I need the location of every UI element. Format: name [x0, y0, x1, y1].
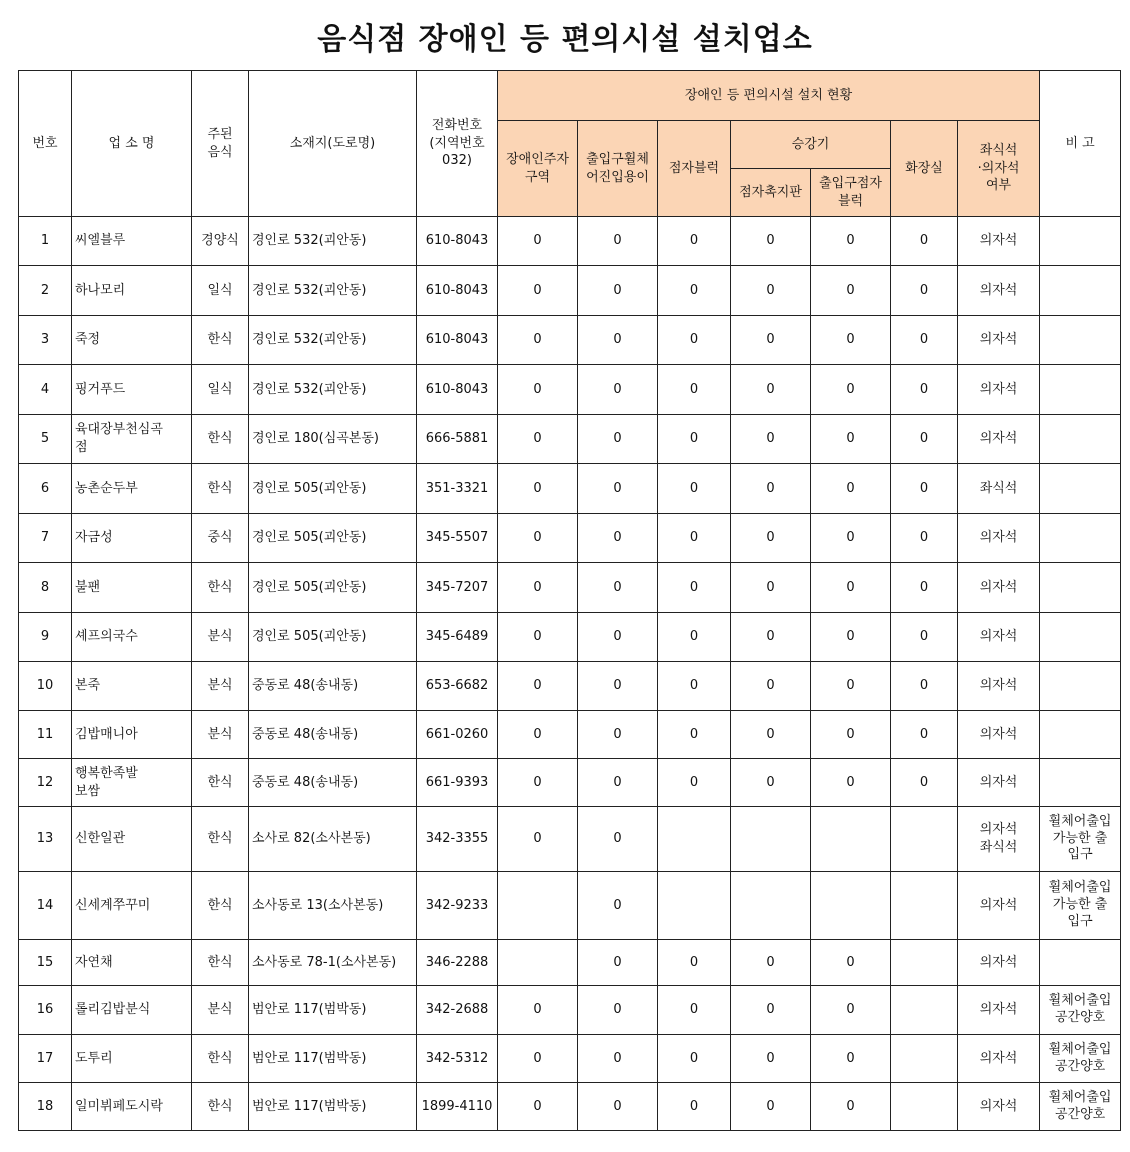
cell-remarks	[1040, 613, 1121, 662]
header-braille-block: 점자블럭	[658, 121, 731, 217]
cell-name: 롤리김밥분식	[72, 986, 192, 1035]
cell-entrance: 0	[578, 662, 658, 711]
cell-entrance: 0	[578, 986, 658, 1035]
cell-food: 분식	[192, 662, 249, 711]
cell-restroom	[891, 940, 958, 986]
cell-parking: 0	[498, 759, 578, 807]
cell-seating: 의자석	[958, 563, 1040, 613]
cell-restroom: 0	[891, 662, 958, 711]
cell-food: 한식	[192, 415, 249, 464]
cell-braille-block: 0	[658, 940, 731, 986]
cell-name: 셰프의국수	[72, 613, 192, 662]
cell-parking: 0	[498, 986, 578, 1035]
cell-seating: 의자석	[958, 711, 1040, 759]
cell-elevator-entrance-braille	[811, 872, 891, 940]
cell-braille-block: 0	[658, 217, 731, 266]
cell-restroom: 0	[891, 759, 958, 807]
cell-address: 경인로 532(괴안동)	[249, 266, 417, 316]
cell-address: 경인로 180(심곡본동)	[249, 415, 417, 464]
cell-seating: 의자석	[958, 514, 1040, 563]
cell-restroom	[891, 986, 958, 1035]
cell-no: 17	[19, 1035, 72, 1083]
cell-braille-block: 0	[658, 662, 731, 711]
header-seating: 좌식석 ·의자석 여부	[958, 121, 1040, 217]
cell-elevator-braille-sign	[731, 807, 811, 872]
header-elevator-entrance-braille: 출입구점자 블럭	[811, 169, 891, 217]
cell-food: 한식	[192, 807, 249, 872]
cell-elevator-braille-sign: 0	[731, 266, 811, 316]
cell-phone: 610-8043	[417, 266, 498, 316]
cell-elevator-entrance-braille: 0	[811, 940, 891, 986]
table-row	[19, 662, 1121, 711]
cell-name: 신한일관	[72, 807, 192, 872]
table-row	[19, 1083, 1121, 1131]
cell-food: 일식	[192, 266, 249, 316]
table-row	[19, 613, 1121, 662]
cell-braille-block: 0	[658, 415, 731, 464]
cell-seating: 의자석	[958, 217, 1040, 266]
cell-food: 분식	[192, 986, 249, 1035]
cell-name: 육대장부천심곡 점	[72, 415, 192, 464]
table-body	[19, 217, 1121, 1131]
cell-seating: 좌식석	[958, 464, 1040, 514]
cell-elevator-braille-sign: 0	[731, 759, 811, 807]
cell-seating: 의자석	[958, 1083, 1040, 1131]
table-row	[19, 872, 1121, 940]
cell-seating: 의자석 좌식석	[958, 807, 1040, 872]
cell-parking	[498, 940, 578, 986]
cell-no: 2	[19, 266, 72, 316]
cell-name: 자금성	[72, 514, 192, 563]
cell-elevator-entrance-braille	[811, 807, 891, 872]
cell-food: 경양식	[192, 217, 249, 266]
cell-name: 도투리	[72, 1035, 192, 1083]
cell-elevator-entrance-braille: 0	[811, 759, 891, 807]
cell-phone: 342-3355	[417, 807, 498, 872]
cell-restroom: 0	[891, 316, 958, 365]
cell-phone: 1899-4110	[417, 1083, 498, 1131]
cell-address: 범안로 117(범박동)	[249, 986, 417, 1035]
cell-address: 경인로 505(괴안동)	[249, 514, 417, 563]
cell-parking: 0	[498, 514, 578, 563]
cell-elevator-entrance-braille: 0	[811, 1083, 891, 1131]
cell-seating: 의자석	[958, 759, 1040, 807]
cell-address: 경인로 532(괴안동)	[249, 316, 417, 365]
cell-braille-block: 0	[658, 464, 731, 514]
table-row	[19, 807, 1121, 872]
cell-no: 1	[19, 217, 72, 266]
cell-elevator-entrance-braille: 0	[811, 711, 891, 759]
cell-braille-block: 0	[658, 563, 731, 613]
cell-braille-block	[658, 872, 731, 940]
cell-entrance: 0	[578, 1083, 658, 1131]
cell-no: 11	[19, 711, 72, 759]
cell-elevator-braille-sign: 0	[731, 563, 811, 613]
cell-no: 10	[19, 662, 72, 711]
cell-no: 16	[19, 986, 72, 1035]
cell-phone: 610-8043	[417, 365, 498, 415]
cell-food: 분식	[192, 613, 249, 662]
cell-address: 경인로 532(괴안동)	[249, 217, 417, 266]
header-food: 주된 음식	[192, 71, 249, 217]
cell-restroom: 0	[891, 464, 958, 514]
cell-phone: 342-9233	[417, 872, 498, 940]
cell-parking: 0	[498, 266, 578, 316]
cell-phone: 342-5312	[417, 1035, 498, 1083]
header-parking: 장애인주자 구역	[498, 121, 578, 217]
cell-parking: 0	[498, 711, 578, 759]
cell-entrance: 0	[578, 563, 658, 613]
cell-no: 6	[19, 464, 72, 514]
cell-restroom: 0	[891, 217, 958, 266]
cell-name: 김밥매니아	[72, 711, 192, 759]
cell-elevator-entrance-braille: 0	[811, 613, 891, 662]
cell-braille-block: 0	[658, 711, 731, 759]
cell-seating: 의자석	[958, 415, 1040, 464]
cell-elevator-entrance-braille: 0	[811, 464, 891, 514]
cell-entrance: 0	[578, 415, 658, 464]
table-row	[19, 266, 1121, 316]
cell-elevator-entrance-braille: 0	[811, 365, 891, 415]
table-row	[19, 365, 1121, 415]
cell-elevator-entrance-braille: 0	[811, 514, 891, 563]
cell-parking: 0	[498, 365, 578, 415]
cell-food: 한식	[192, 464, 249, 514]
cell-parking: 0	[498, 613, 578, 662]
cell-phone: 345-7207	[417, 563, 498, 613]
cell-elevator-entrance-braille: 0	[811, 662, 891, 711]
cell-braille-block	[658, 807, 731, 872]
cell-address: 범안로 117(범박동)	[249, 1083, 417, 1131]
cell-entrance: 0	[578, 217, 658, 266]
cell-entrance: 0	[578, 759, 658, 807]
cell-remarks	[1040, 415, 1121, 464]
cell-name: 하나모리	[72, 266, 192, 316]
table-row	[19, 711, 1121, 759]
cell-address: 중동로 48(송내동)	[249, 711, 417, 759]
table-row	[19, 217, 1121, 266]
cell-remarks	[1040, 464, 1121, 514]
cell-phone: 351-3321	[417, 464, 498, 514]
cell-remarks: 휠체어출입 공간양호	[1040, 1035, 1121, 1083]
cell-braille-block: 0	[658, 316, 731, 365]
cell-remarks	[1040, 940, 1121, 986]
cell-no: 15	[19, 940, 72, 986]
cell-elevator-braille-sign: 0	[731, 613, 811, 662]
cell-remarks: 휠체어출입 가능한 출 입구	[1040, 872, 1121, 940]
cell-entrance: 0	[578, 1035, 658, 1083]
cell-parking: 0	[498, 1035, 578, 1083]
cell-seating: 의자석	[958, 986, 1040, 1035]
cell-restroom: 0	[891, 514, 958, 563]
cell-seating: 의자석	[958, 662, 1040, 711]
cell-elevator-entrance-braille: 0	[811, 986, 891, 1035]
cell-elevator-braille-sign: 0	[731, 1035, 811, 1083]
cell-elevator-entrance-braille: 0	[811, 266, 891, 316]
cell-address: 소사동로 13(소사본동)	[249, 872, 417, 940]
header-elevator: 승강기	[731, 121, 891, 169]
cell-remarks: 휠체어출입 공간양호	[1040, 986, 1121, 1035]
table-row	[19, 986, 1121, 1035]
cell-phone: 661-0260	[417, 711, 498, 759]
cell-restroom: 0	[891, 613, 958, 662]
cell-no: 13	[19, 807, 72, 872]
cell-no: 14	[19, 872, 72, 940]
cell-entrance: 0	[578, 316, 658, 365]
cell-address: 경인로 505(괴안동)	[249, 464, 417, 514]
cell-food: 분식	[192, 711, 249, 759]
cell-braille-block: 0	[658, 266, 731, 316]
cell-entrance: 0	[578, 514, 658, 563]
cell-restroom: 0	[891, 563, 958, 613]
cell-remarks	[1040, 711, 1121, 759]
cell-no: 4	[19, 365, 72, 415]
cell-remarks	[1040, 217, 1121, 266]
cell-restroom: 0	[891, 711, 958, 759]
cell-name: 행복한족발 보쌈	[72, 759, 192, 807]
cell-braille-block: 0	[658, 613, 731, 662]
cell-entrance: 0	[578, 711, 658, 759]
cell-seating: 의자석	[958, 266, 1040, 316]
cell-name: 일미뷔페도시락	[72, 1083, 192, 1131]
page-title: 음식점 장애인 등 편의시설 설치업소	[317, 22, 813, 57]
cell-food: 한식	[192, 872, 249, 940]
facility-table	[18, 70, 1121, 1131]
cell-elevator-braille-sign: 0	[731, 316, 811, 365]
cell-restroom	[891, 807, 958, 872]
cell-entrance: 0	[578, 266, 658, 316]
cell-restroom	[891, 1083, 958, 1131]
cell-phone: 666-5881	[417, 415, 498, 464]
cell-address: 범안로 117(범박동)	[249, 1035, 417, 1083]
cell-remarks: 휠체어출입 가능한 출 입구	[1040, 807, 1121, 872]
cell-entrance: 0	[578, 613, 658, 662]
cell-parking: 0	[498, 415, 578, 464]
cell-parking: 0	[498, 464, 578, 514]
cell-elevator-braille-sign: 0	[731, 415, 811, 464]
header-no: 번호	[19, 71, 72, 217]
header-phone: 전화번호 (지역번호 032)	[417, 71, 498, 217]
table-row	[19, 514, 1121, 563]
cell-address: 소사로 82(소사본동)	[249, 807, 417, 872]
cell-name: 신세계쭈꾸미	[72, 872, 192, 940]
cell-name: 씨엘블루	[72, 217, 192, 266]
cell-seating: 의자석	[958, 365, 1040, 415]
cell-name: 핑거푸드	[72, 365, 192, 415]
cell-braille-block: 0	[658, 986, 731, 1035]
header-name: 업 소 명	[72, 71, 192, 217]
cell-food: 한식	[192, 759, 249, 807]
cell-name: 본죽	[72, 662, 192, 711]
cell-name: 자연채	[72, 940, 192, 986]
table-row	[19, 316, 1121, 365]
cell-name: 불팬	[72, 563, 192, 613]
header-elevator-braille-sign: 점자촉지판	[731, 169, 811, 217]
cell-no: 3	[19, 316, 72, 365]
table-row	[19, 563, 1121, 613]
cell-braille-block: 0	[658, 1035, 731, 1083]
cell-braille-block: 0	[658, 1083, 731, 1131]
cell-elevator-braille-sign: 0	[731, 1083, 811, 1131]
cell-remarks	[1040, 662, 1121, 711]
cell-restroom	[891, 1035, 958, 1083]
cell-phone: 346-2288	[417, 940, 498, 986]
cell-entrance: 0	[578, 940, 658, 986]
cell-braille-block: 0	[658, 759, 731, 807]
cell-phone: 610-8043	[417, 316, 498, 365]
cell-restroom: 0	[891, 266, 958, 316]
cell-elevator-braille-sign: 0	[731, 217, 811, 266]
header-facility-group: 장애인 등 편의시설 설치 현황	[498, 71, 1040, 121]
header-address: 소재지(도로명)	[249, 71, 417, 217]
cell-elevator-braille-sign: 0	[731, 711, 811, 759]
cell-seating: 의자석	[958, 316, 1040, 365]
table-row	[19, 415, 1121, 464]
cell-food: 한식	[192, 316, 249, 365]
cell-address: 중동로 48(송내동)	[249, 759, 417, 807]
cell-elevator-entrance-braille: 0	[811, 217, 891, 266]
cell-braille-block: 0	[658, 514, 731, 563]
cell-address: 중동로 48(송내동)	[249, 662, 417, 711]
cell-elevator-entrance-braille: 0	[811, 563, 891, 613]
cell-remarks	[1040, 514, 1121, 563]
cell-parking	[498, 872, 578, 940]
cell-parking: 0	[498, 807, 578, 872]
cell-phone: 342-2688	[417, 986, 498, 1035]
cell-seating: 의자석	[958, 940, 1040, 986]
cell-seating: 의자석	[958, 872, 1040, 940]
header-restroom: 화장실	[891, 121, 958, 217]
cell-address: 경인로 505(괴안동)	[249, 613, 417, 662]
cell-elevator-braille-sign: 0	[731, 464, 811, 514]
cell-remarks: 휠체어출입 공간양호	[1040, 1083, 1121, 1131]
table-row	[19, 464, 1121, 514]
cell-phone: 661-9393	[417, 759, 498, 807]
cell-no: 18	[19, 1083, 72, 1131]
cell-food: 한식	[192, 563, 249, 613]
cell-remarks	[1040, 365, 1121, 415]
cell-elevator-braille-sign: 0	[731, 365, 811, 415]
cell-restroom	[891, 872, 958, 940]
cell-no: 5	[19, 415, 72, 464]
cell-phone: 610-8043	[417, 217, 498, 266]
table-row	[19, 940, 1121, 986]
table-row	[19, 759, 1121, 807]
table-header	[19, 71, 1121, 217]
cell-food: 일식	[192, 365, 249, 415]
cell-elevator-entrance-braille: 0	[811, 1035, 891, 1083]
cell-elevator-braille-sign: 0	[731, 514, 811, 563]
header-entrance: 출입구휠체 어진입용이	[578, 121, 658, 217]
cell-entrance: 0	[578, 365, 658, 415]
cell-entrance: 0	[578, 464, 658, 514]
cell-parking: 0	[498, 563, 578, 613]
cell-name: 죽정	[72, 316, 192, 365]
cell-remarks	[1040, 316, 1121, 365]
cell-address: 경인로 532(괴안동)	[249, 365, 417, 415]
cell-food: 한식	[192, 1035, 249, 1083]
cell-phone: 345-5507	[417, 514, 498, 563]
cell-elevator-braille-sign	[731, 872, 811, 940]
cell-name: 농촌순두부	[72, 464, 192, 514]
cell-parking: 0	[498, 1083, 578, 1131]
cell-phone: 653-6682	[417, 662, 498, 711]
cell-parking: 0	[498, 217, 578, 266]
table-row	[19, 1035, 1121, 1083]
cell-no: 8	[19, 563, 72, 613]
cell-elevator-entrance-braille: 0	[811, 415, 891, 464]
cell-food: 중식	[192, 514, 249, 563]
cell-parking: 0	[498, 662, 578, 711]
cell-braille-block: 0	[658, 365, 731, 415]
cell-remarks	[1040, 759, 1121, 807]
cell-restroom: 0	[891, 365, 958, 415]
cell-seating: 의자석	[958, 1035, 1040, 1083]
cell-entrance: 0	[578, 807, 658, 872]
cell-phone: 345-6489	[417, 613, 498, 662]
cell-address: 경인로 505(괴안동)	[249, 563, 417, 613]
cell-elevator-braille-sign: 0	[731, 986, 811, 1035]
cell-no: 12	[19, 759, 72, 807]
cell-elevator-entrance-braille: 0	[811, 316, 891, 365]
cell-food: 한식	[192, 1083, 249, 1131]
cell-remarks	[1040, 266, 1121, 316]
cell-parking: 0	[498, 316, 578, 365]
cell-seating: 의자석	[958, 613, 1040, 662]
cell-no: 7	[19, 514, 72, 563]
cell-remarks	[1040, 563, 1121, 613]
cell-elevator-braille-sign: 0	[731, 662, 811, 711]
cell-entrance: 0	[578, 872, 658, 940]
cell-elevator-braille-sign: 0	[731, 940, 811, 986]
cell-restroom: 0	[891, 415, 958, 464]
header-remarks: 비 고	[1040, 71, 1121, 217]
cell-food: 한식	[192, 940, 249, 986]
cell-no: 9	[19, 613, 72, 662]
cell-address: 소사동로 78-1(소사본동)	[249, 940, 417, 986]
